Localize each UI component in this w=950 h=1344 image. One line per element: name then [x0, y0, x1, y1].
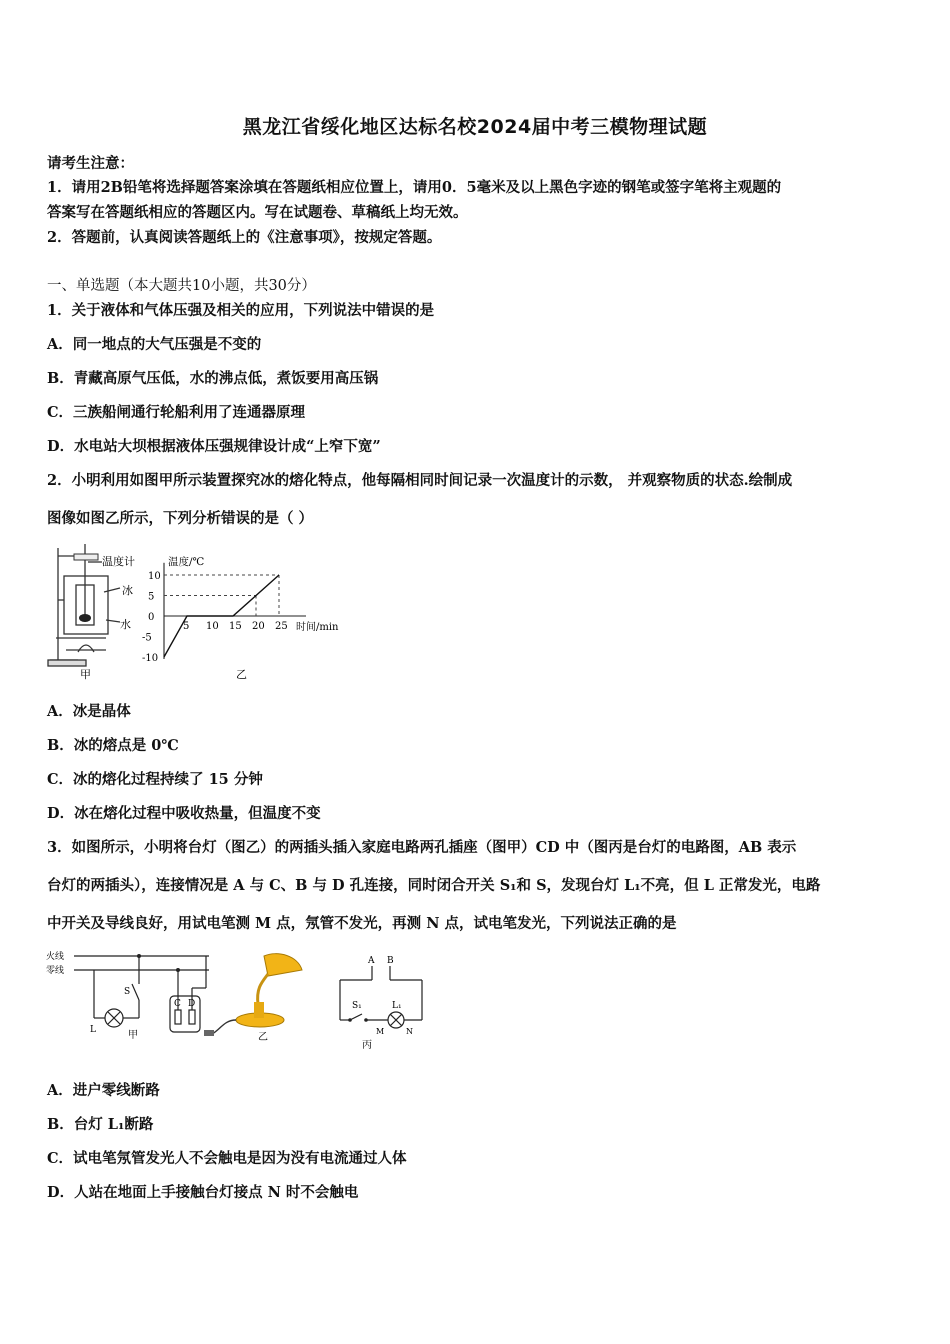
- chart-y-tick-label: 0: [148, 612, 155, 623]
- q1-option-b: B．青藏高原气压低，水的沸点低，煮饭要用高压锅: [47, 370, 379, 387]
- page-title: 黑龙江省绥化地区达标名校2024届中考三模物理试题: [242, 116, 708, 138]
- household-circuit-diagram: [44, 948, 214, 1040]
- chart-x-tick-label: 10: [206, 621, 219, 632]
- plug-a-label: A: [368, 956, 375, 966]
- chart-x-tick-label: 5: [183, 621, 190, 632]
- chart-y-tick-label: 5: [148, 591, 155, 603]
- neutral-wire-label: 零线: [46, 966, 65, 976]
- chart-x-tick-label: 25: [275, 621, 288, 632]
- point-m-label: M: [376, 1027, 385, 1036]
- notice-line: 答案写在答题纸相应的答题区内。写在试题卷、草稿纸上均无效。: [47, 204, 468, 221]
- q2-option-a: A．冰是晶体: [47, 703, 131, 720]
- q3-option-a: A．进户零线断路: [47, 1082, 160, 1099]
- socket-d-label: D: [188, 999, 196, 1009]
- q2-option-c: C．冰的熔化过程持续了 15 分钟: [47, 771, 263, 788]
- lamp-circuit-diagram: [332, 952, 432, 1052]
- q1-option-a: A．同一地点的大气压强是不变的: [47, 336, 262, 353]
- q3-stem-line: 中开关及导线良好，用试电笔测 M 点，氖管不发光，再测 N 点，试电笔发光，下列说法正确的是: [47, 915, 677, 932]
- chart-x-tick-label: 15: [229, 621, 242, 632]
- figure-caption-bing: 丙: [362, 1040, 372, 1051]
- point-n-label: N: [406, 1027, 413, 1036]
- figure-caption-yi: 乙: [236, 668, 247, 681]
- section-heading: 一、单选题（本大题共10小题，共30分）: [47, 278, 316, 294]
- notice-heading: 请考生注意：: [47, 155, 134, 172]
- chart-y-tick-label: -10: [142, 653, 159, 664]
- q1-stem: 1．关于液体和气体压强及相关的应用，下列说法中错误的是: [47, 302, 435, 319]
- chart-y-tick-label: -5: [142, 632, 152, 644]
- figure-caption-jia: 甲: [80, 668, 91, 681]
- figure-caption-yi-lamp: 乙: [258, 1032, 268, 1043]
- ice-label: 冰: [122, 584, 133, 597]
- q3-option-b: B．台灯 L₁断路: [47, 1116, 154, 1133]
- q1-option-c: C．三族船闸通行轮船利用了连通器原理: [47, 404, 306, 421]
- melting-chart: [140, 548, 355, 683]
- notice-line: 1．请用2B铅笔将选择题答案涂填在答题纸相应位置上，请用0．5毫米及以上黑色字迹的钢笔或签字笔将主观题的: [47, 179, 782, 196]
- lamp-l-label: L: [90, 1025, 96, 1035]
- q3-stem-line: 3．如图所示，小明将台灯（图乙）的两插头插入家庭电路两孔插座（图甲）CD 中（图丙是台灯的电路图，AB 表示: [47, 839, 797, 856]
- live-wire-label: 火线: [46, 952, 65, 962]
- thermometer-label: 温度计: [102, 555, 135, 568]
- q2-option-d: D．冰在熔化过程中吸收热量，但温度不变: [47, 805, 321, 822]
- socket-c-label: C: [174, 999, 181, 1009]
- chart-x-axis-label: 时间/min: [296, 622, 339, 633]
- q3-option-c: C．试电笔氖管发光人不会触电是因为没有电流通过人体: [47, 1150, 407, 1167]
- chart-y-axis-label: 温度/℃: [168, 555, 205, 568]
- switch-s1-label: S₁: [352, 1001, 362, 1011]
- desk-lamp-illustration: [202, 948, 310, 1044]
- switch-s-label: S: [124, 987, 131, 997]
- water-label: 水: [120, 618, 131, 631]
- q3-option-d: D．人站在地面上手接触台灯接点 N 时不会触电: [47, 1184, 359, 1201]
- chart-x-tick-label: 20: [252, 621, 265, 632]
- notice-line: 2．答题前，认真阅读答题纸上的《注意事项》，按规定答题。: [47, 229, 442, 246]
- q1-option-d: D．水电站大坝根据液体压强规律设计成“上窄下宽”: [47, 438, 381, 455]
- plug-b-label: B: [387, 956, 394, 966]
- q2-stem-line: 2．小明利用如图甲所示装置探究冰的熔化特点，他每隔相同时间记录一次温度计的示数， 并观察物质的状态.绘制成: [47, 472, 793, 489]
- lamp-l1-label: L₁: [392, 1001, 402, 1011]
- ice-melting-apparatus: [44, 540, 144, 682]
- q2-option-b: B．冰的熔点是 0℃: [47, 737, 179, 754]
- q3-stem-line: 台灯的两插头），连接情况是 A 与 C、B 与 D 孔连接，同时闭合开关 S₁和 S，发现台灯 L₁不亮，但 L 正常发光，电路: [47, 877, 821, 894]
- figure-caption-jia-circuit: 甲: [128, 1030, 138, 1040]
- chart-y-tick-label: 10: [148, 571, 161, 582]
- q2-stem-line: 图像如图乙所示，下列分析错误的是（ ）: [47, 510, 314, 527]
